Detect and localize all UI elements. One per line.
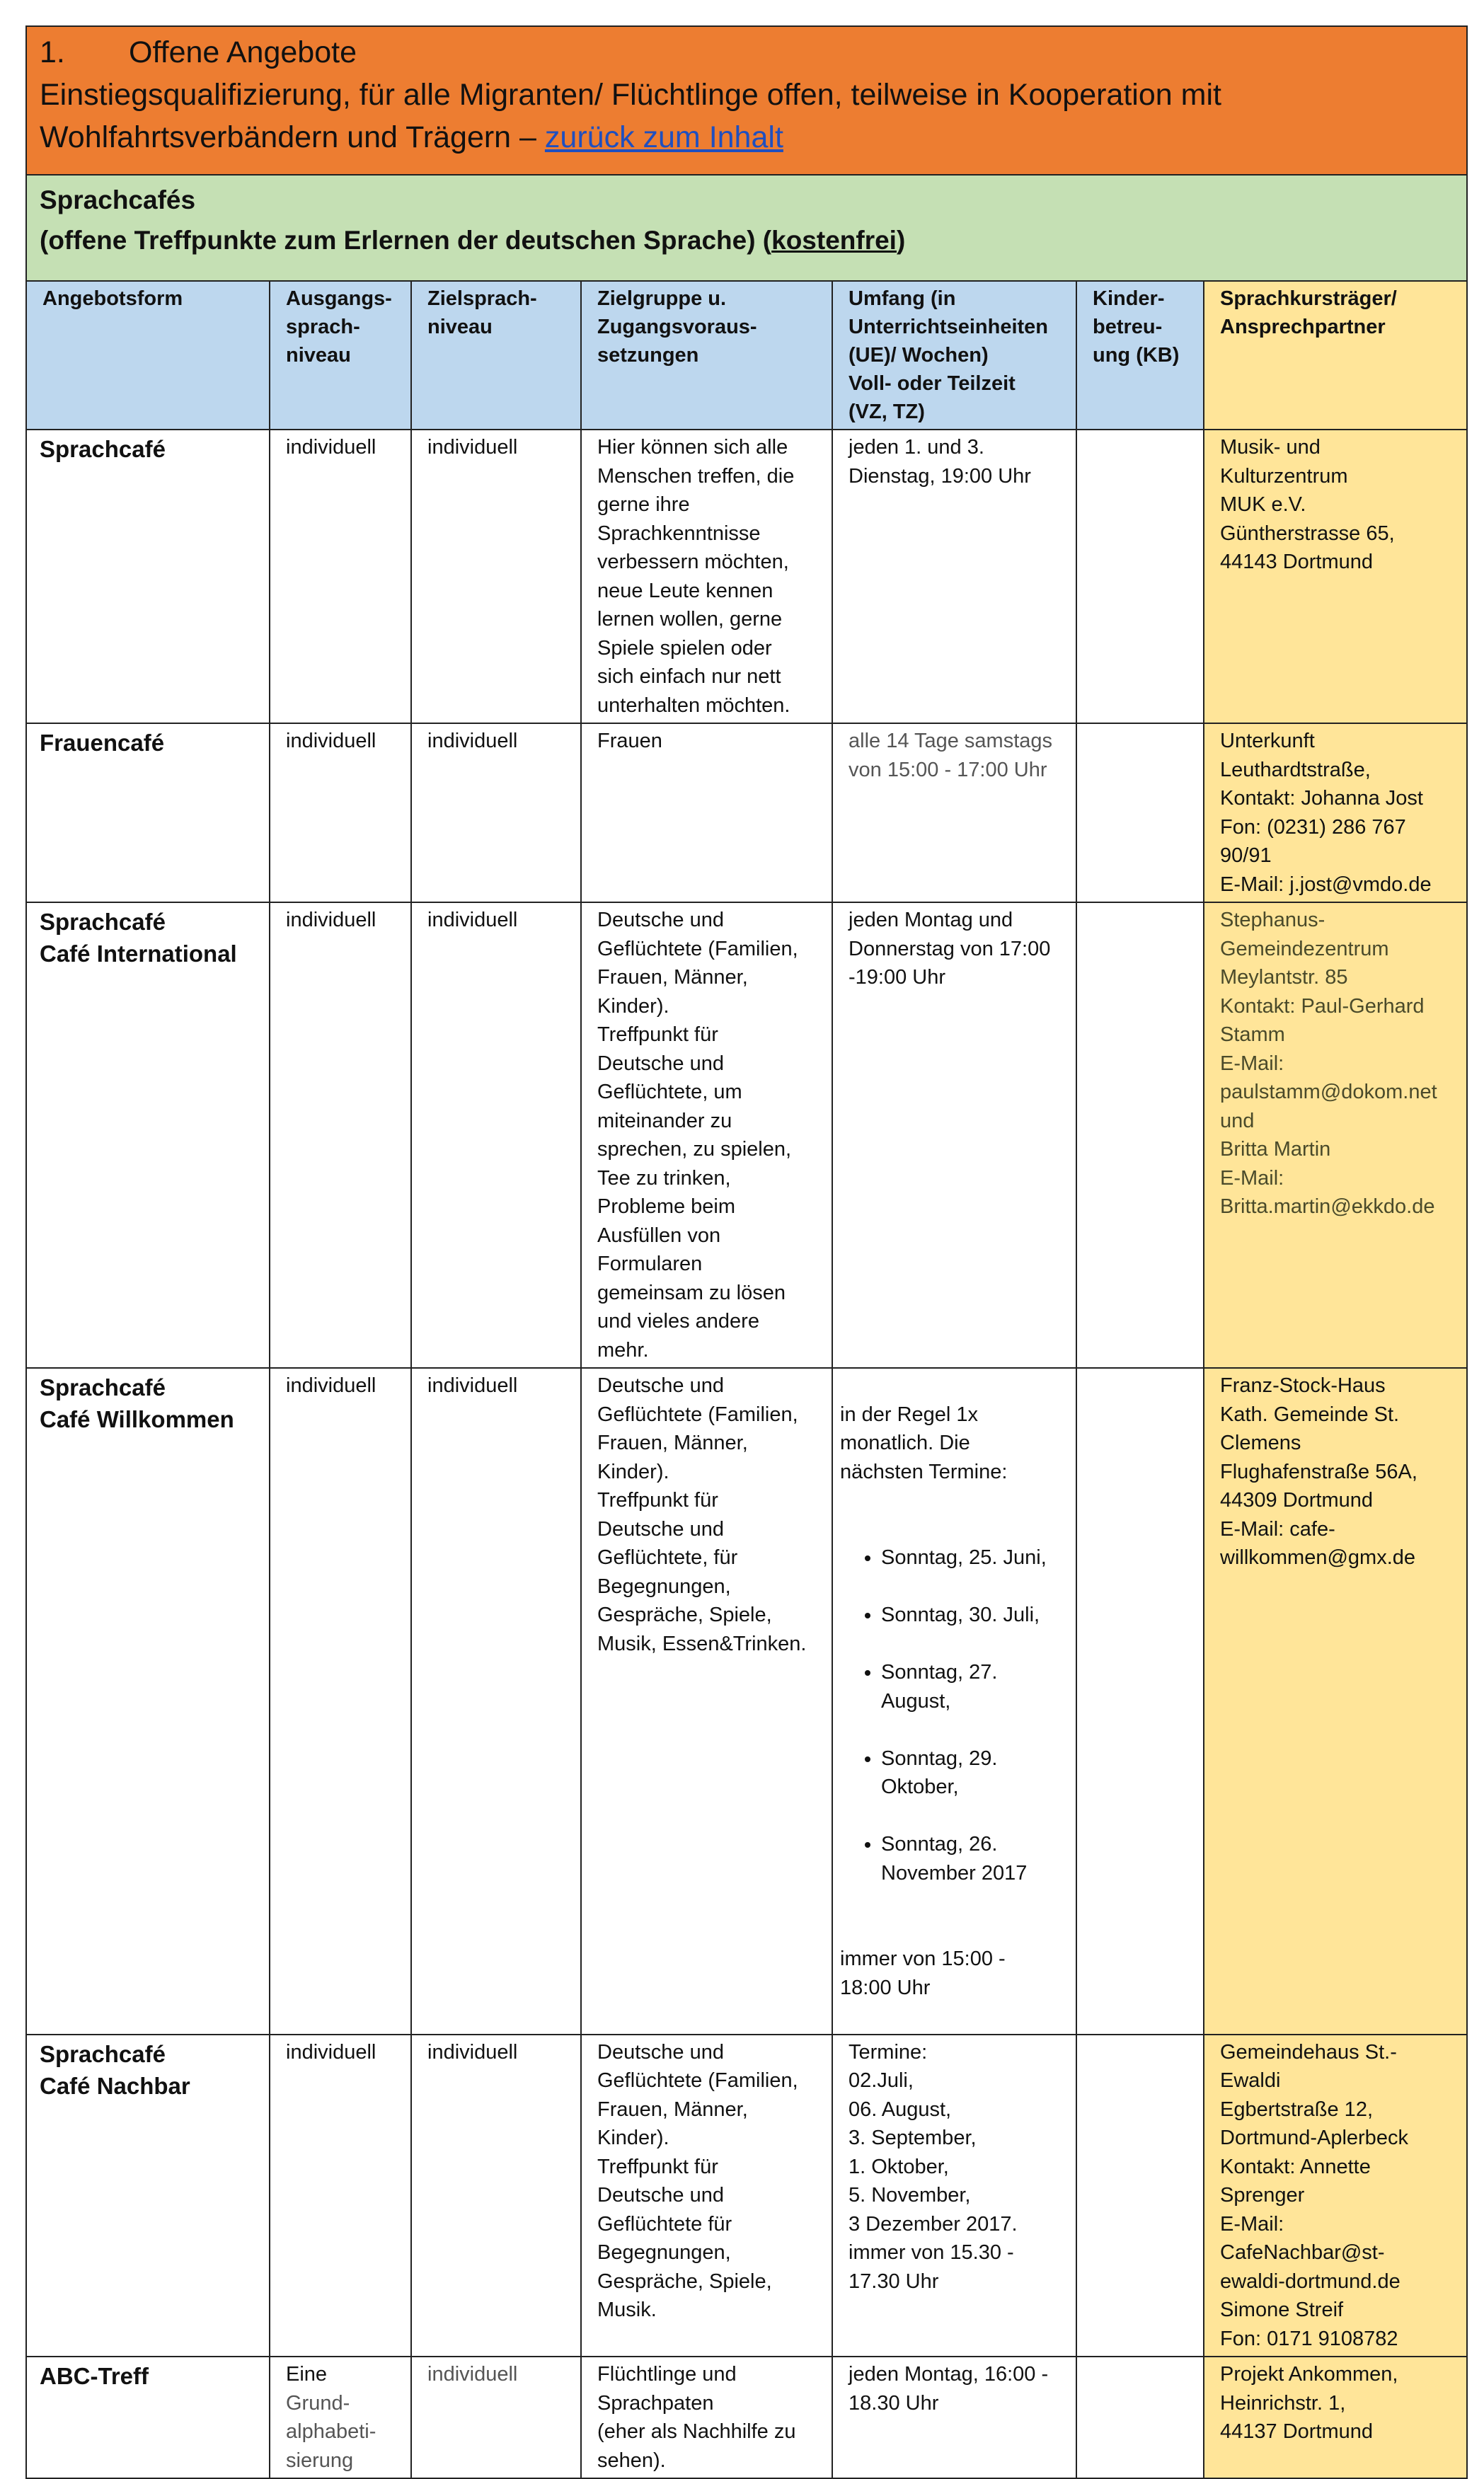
col-header-target-group: Zielgruppe u. Zugangsvoraus- setzungen — [581, 281, 832, 430]
scope: alle 14 Tage samstags von 15:00 - 17:00 Uhr — [832, 723, 1076, 902]
section-title: Sprachcafés — [40, 185, 196, 214]
offer-form: Sprachcafé Café Willkommen — [26, 1368, 270, 2035]
offer-form: Sprachcafé — [26, 430, 270, 723]
childcare — [1076, 902, 1204, 1368]
from-level: individuell — [270, 430, 411, 723]
target-level: individuell — [411, 2357, 581, 2478]
offer-form: Sprachcafé Café International — [26, 902, 270, 1368]
list-item: • Sonntag, 30. Juli, — [881, 1601, 1070, 1630]
table-row — [26, 723, 1467, 902]
table-row — [26, 902, 1467, 1368]
table-row — [26, 1368, 1467, 2035]
target-level: individuell — [411, 902, 581, 1368]
scope-outro: immer von 15:00 - 18:00 Uhr — [840, 1948, 1006, 1999]
col-header-form: Angebotsform — [26, 281, 270, 430]
provider: Musik- und Kulturzentrum MUK e.V. Güntherstrasse 65, 44143 Dortmund — [1204, 430, 1467, 723]
target-level: individuell — [411, 2035, 581, 2357]
from-level-b: Grund- alphabeti- sierung — [286, 2391, 376, 2472]
offer-form: Sprachcafé Café Nachbar — [26, 2035, 270, 2357]
chapter-header — [26, 26, 1467, 175]
scope: jeden 1. und 3. Dienstag, 19:00 Uhr — [832, 430, 1076, 723]
scope: jeden Montag und Donnerstag von 17:00 -19:00 Uhr — [832, 902, 1076, 1368]
chapter-title: Offene Angebote — [129, 35, 357, 69]
from-level: individuell — [270, 1368, 411, 2035]
date-list — [840, 1515, 1070, 1916]
col-header-scope: Umfang (in Unterrichtseinheiten (UE)/ Wochen) Voll- oder Teilzeit (VZ, TZ) — [832, 281, 1076, 430]
from-level: individuell — [270, 902, 411, 1368]
provider: Gemeindehaus St.- Ewaldi Egbertstraße 12, Dortmund-Aplerbeck Kontakt: Annette Sprenger E-Mail: CafeNachbar@st- ewaldi-dortmund.de Simone Streif Fon: 0171 9108782 — [1204, 2035, 1467, 2357]
chapter-subtitle: Einstiegsqualifizierung, für alle Migranten/ Flüchtlinge offen, teilweise in Kooperation mit — [40, 78, 1221, 112]
list-item: • Sonntag, 25. Juni, — [881, 1543, 1070, 1572]
col-header-target-level: Zielsprach- niveau — [411, 281, 581, 430]
section-subtitle: (offene Treffpunkte zum Erlernen der deutschen Sprache) ( — [40, 226, 772, 255]
section-header — [26, 175, 1467, 281]
col-header-from-level: Ausgangs- sprach- niveau — [270, 281, 411, 430]
back-to-contents-link[interactable]: zurück zum Inhalt — [544, 120, 783, 154]
scope: jeden Montag, 16:00 - 18.30 Uhr — [832, 2357, 1076, 2478]
provider: Unterkunft Leuthardtstraße, Kontakt: Johanna Jost Fon: (0231) 286 767 90/91 E-Mail: j.jost@vmdo.de — [1204, 723, 1467, 902]
from-level-a: Eine — [286, 2363, 328, 2386]
table-row — [26, 2035, 1467, 2357]
target-level: individuell — [411, 723, 581, 902]
table-row — [26, 430, 1467, 723]
provider: Projekt Ankommen, Heinrichstr. 1, 44137 Dortmund — [1204, 2357, 1467, 2478]
childcare — [1076, 2035, 1204, 2357]
target-group: Hier können sich alle Menschen treffen, die gerne ihre Sprachkenntnisse verbessern möchten, neue Leute kennen lernen wollen, gerne Spiele spielen oder sich einfach nur nett unterhalten möchten. — [581, 430, 832, 723]
childcare — [1076, 723, 1204, 902]
target-group: Deutsche und Geflüchtete (Familien, Frauen, Männer, Kinder). Treffpunkt für Deutsche und Geflüchtete, für Begegnungen, Gespräche, Spiele, Musik, Essen&Trinken. — [581, 1368, 832, 2035]
target-level: individuell — [411, 430, 581, 723]
column-header-row — [26, 281, 1467, 430]
section-free-label: kostenfrei — [771, 226, 897, 255]
target-group: Deutsche und Geflüchtete (Familien, Frauen, Männer, Kinder). Treffpunkt für Deutsche und Geflüchtete für Begegnungen, Gespräche, Spiele, Musik. — [581, 2035, 832, 2357]
provider: Franz-Stock-Haus Kath. Gemeinde St. Clemens Flughafenstraße 56A, 44309 Dortmund E-Mail: cafe- willkommen@gmx.de — [1204, 1368, 1467, 2035]
scope: Termine: 02.Juli, 06. August, 3. September, 1. Oktober, 5. November, 3 Dezember 2017. immer von 15.30 - 17.30 Uhr — [832, 2035, 1076, 2357]
childcare — [1076, 2357, 1204, 2478]
table-row — [26, 2357, 1467, 2478]
scope — [832, 1368, 1076, 2035]
target-group: Deutsche und Geflüchtete (Familien, Frauen, Männer, Kinder). Treffpunkt für Deutsche und Geflüchtete, um miteinander zu sprechen, zu spielen, Tee zu trinken, Probleme beim Ausfüllen von Formularen gemeinsam zu lösen und vieles andere mehr. — [581, 902, 832, 1368]
from-level: individuell — [270, 723, 411, 902]
list-item: • Sonntag, 26. November 2017 — [881, 1830, 1070, 1887]
offer-form: Frauencafé — [26, 723, 270, 902]
offers-table — [25, 25, 1468, 2479]
section-subtitle-end: ) — [896, 226, 906, 255]
target-level: individuell — [411, 1368, 581, 2035]
col-header-childcare: Kinder- betreu- ung (KB) — [1076, 281, 1204, 430]
list-item: • Sonntag, 27. August, — [881, 1658, 1070, 1715]
col-header-provider: Sprachkursträger/ Ansprechpartner — [1204, 281, 1467, 430]
from-level — [270, 2357, 411, 2478]
childcare — [1076, 1368, 1204, 2035]
chapter-number: 1. — [40, 35, 65, 69]
target-group: Flüchtlinge und Sprachpaten (eher als Nachhilfe zu sehen). — [581, 2357, 832, 2478]
childcare — [1076, 430, 1204, 723]
target-group: Frauen — [581, 723, 832, 902]
offer-form: ABC-Treff — [26, 2357, 270, 2478]
scope-intro: in der Regel 1x monatlich. Die nächsten Termine: — [840, 1403, 1008, 1483]
provider: Stephanus- Gemeindezentrum Meylantstr. 85 Kontakt: Paul-Gerhard Stamm E-Mail: paulstamm@dokom.net und Britta Martin E-Mail: Britta.martin@ekkdo.de — [1204, 902, 1467, 1368]
list-item: • Sonntag, 29. Oktober, — [881, 1744, 1070, 1802]
from-level: individuell — [270, 2035, 411, 2357]
chapter-subtitle-2: Wohlfahrtsverbändern und Trägern – — [40, 120, 545, 154]
